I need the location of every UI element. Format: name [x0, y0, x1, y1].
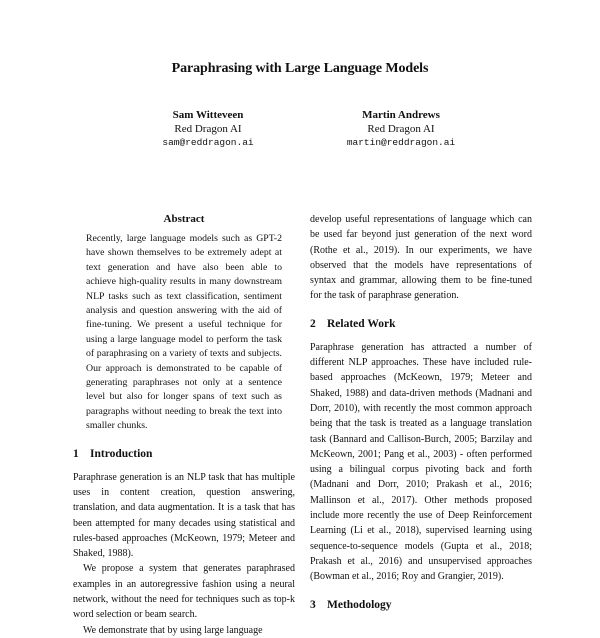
intro-paragraph-2: We propose a system that generates paraphrased examples in an autoregressive fashion using a neural network, without the need for techniques such as top-k word selection or beam search.: [73, 563, 295, 621]
author-name: Sam Witteveen: [172, 109, 244, 121]
section-number: 3: [310, 598, 316, 611]
abstract-text: Recently, large language models such as GPT-2 have shown themselves to be extremely adept at text generation and have also been able to achieve high-quality results in many downstream NLP tasks such as text classification, sentiment analysis and question answering with the aid of fine-tuning. We present a useful technique for using a large language model to perform the task of paraphrasing on a variety of texts and subjects. Our approach is demonstrated to be capable of generating paraphrases not only at a sentence level but also for longer spans of text such as paragraphs without needing to break the text into smaller chunks.: [86, 233, 282, 432]
abstract-heading: Abstract: [163, 213, 205, 225]
section-number: 1: [73, 447, 79, 460]
section-title: Introduction: [90, 447, 153, 460]
intro-continuation: develop useful representations of language which can be used far beyond just generation of the next word (Rothe et al., 2019). In our experiments, we have observed that the models have representations of syntax and grammar, allowing them to be fine-tuned for the task of paraphrase generation.: [310, 214, 532, 302]
author-email: sam@reddragon.ai: [162, 137, 254, 148]
section-number: 2: [310, 317, 316, 330]
author-email: martin@reddragon.ai: [346, 137, 456, 148]
right-column: [310, 212, 532, 621]
left-column: [73, 212, 295, 638]
section-title: Methodology: [327, 598, 392, 611]
author-block: [118, 108, 298, 150]
section-title: Related Work: [327, 317, 396, 330]
paper-title: Paraphrasing with Large Language Models: [171, 61, 429, 76]
section-heading-related-work: [310, 317, 532, 331]
intro-paragraph-3: We demonstrate that by using large language: [83, 624, 263, 636]
author-affiliation: Red Dragon AI: [367, 123, 435, 135]
author-name: Martin Andrews: [362, 109, 440, 121]
intro-paragraph-1: Paraphrase generation is an NLP task that has multiple uses in content creation, question answering, translation, and data augmentation. It is a task that has been attempted for many decades using statistical and rules-based approaches (McKeown, 1979; Meteer and Shaked, 1988).: [73, 471, 295, 560]
section-heading-introduction: [73, 447, 295, 461]
author-block: [311, 108, 491, 150]
author-affiliation: Red Dragon AI: [174, 123, 242, 135]
related-work-paragraph: Paraphrase generation has attracted a number of different NLP approaches. These have included rule-based approaches (McKeown, 1979; Meteer and Shaked, 1988) and data-driven methods (Madnani and Dorr, 2010), with recently the most common approach being that the task is treated as a language translation task (Bannard and Callison-Burch, 2005; Barzilay and McKeown, 2001; Pang et al., 2003) - often performed using a bilingual corpus pivoting back and forth (Madnani and Dorr, 2010; Prakash et al., 2016; Mallinson et al., 2017). Other methods proposed include more recently the use of Deep Reinforcement Learning (Li et al., 2018), supervised learning using sequence-to-sequence models (Gupta et al., 2018; Prakash et al., 2016) and unsupervised approaches (Bowman et al., 2016; Roy and Grangier, 2019).: [310, 341, 532, 583]
